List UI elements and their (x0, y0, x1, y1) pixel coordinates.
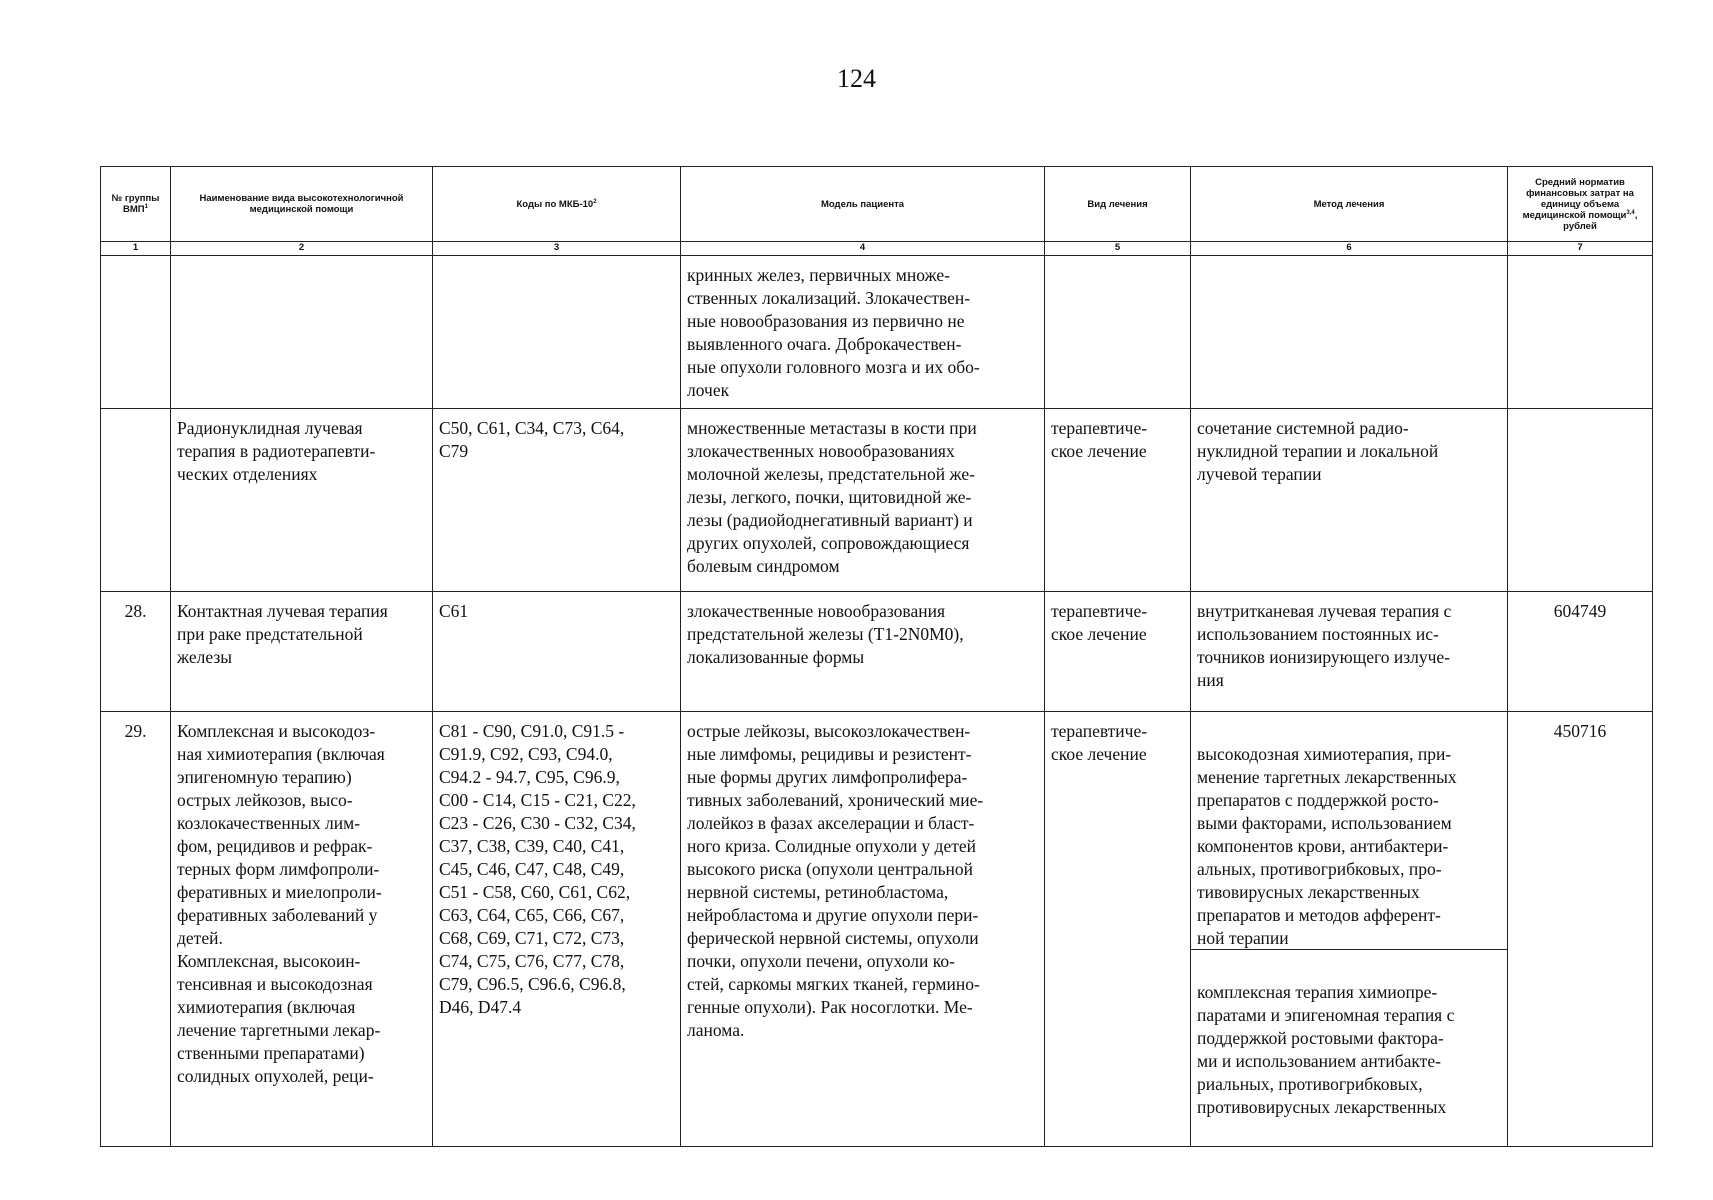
group-number-cell (101, 409, 171, 592)
column-number: 5 (1045, 242, 1191, 256)
treatment-method-cell (1191, 256, 1508, 409)
treatment-type-cell (1045, 256, 1191, 409)
column-number: 2 (171, 242, 433, 256)
icd-codes-cell (433, 256, 681, 409)
column-number-row (101, 242, 1653, 256)
treatment-type-cell: терапевтиче- ское лечение (1045, 592, 1191, 712)
treatment-method-cell (1191, 712, 1508, 1147)
page-number: 124 (837, 64, 876, 93)
column-number: 6 (1191, 242, 1508, 256)
header-patient-model: Модель пациента (681, 167, 1045, 242)
vmp-table (100, 166, 1653, 1147)
treatment-type-cell: терапевтиче- ское лечение (1045, 409, 1191, 592)
header-treatment-method: Метод лечения (1191, 167, 1508, 242)
care-type-cell: Комплексная и высокодоз- ная химиотерапия (включая эпигеномную терапию) острых лейкозов, высо- козлокачественных лим- фом, рецидивов и рефрак- терных форм лимфопроли- феративных и миелопроли- феративных заболеваний у детей. Комплексная, высокоин- тенсивная и высокодозная химиотерапия (включая лечение таргетными лекар- ственными препаратами) солидных опухолей, реци- (171, 712, 433, 1147)
patient-model-cell: острые лейкозы, высокозлокачествен- ные лимфомы, рецидивы и резистент- ные формы других лимфопролифера- тивных заболеваний, хронический мие- лолейкоз в фазах акселерации и бласт- ного криза. Солидные опухоли у детей высокого риска (опухоли центральной нервной системы, ретинобластома, нейробластома и другие опухоли пери- ферической нервной системы, опухоли почки, опухоли печени, опухоли ко- стей, саркомы мягких тканей, гермино- генные опухоли). Рак носоглотки. Ме- ланома. (681, 712, 1045, 1147)
average-cost-cell (1508, 256, 1653, 409)
icd-codes-cell: C81 - C90, C91.0, C91.5 - C91.9, C92, C93, C94.0, C94.2 - 94.7, C95, C96.9, C00 - C14, C15 - C21, C22, C23 - C26, C30 - C32, C34, C37, C38, C39, C40, C41, C45, C46, C47, C48, C49, C51 - C58, C60, C61, C62, C63, C64, C65, C66, C67, C68, C69, C71, C72, C73, C74, C75, C76, C77, C78, C79, C96.5, C96.6, C96.8, D46, D47.4 (433, 712, 681, 1147)
group-number-cell: 29. (101, 712, 171, 1147)
icd-codes-cell: C50, C61, C34, C73, C64, C79 (433, 409, 681, 592)
treatment-method-cell: сочетание системной радио- нуклидной терапии и локальной лучевой терапии (1191, 409, 1508, 592)
table-row (101, 592, 1653, 712)
header-average-cost: Средний норматив финансовых затрат на единицу объема медицинской помощи$^{3,4}$, рублей (1508, 167, 1653, 242)
table-row (101, 256, 1653, 409)
column-number: 4 (681, 242, 1045, 256)
table-row (101, 409, 1653, 592)
care-type-cell: Контактная лучевая терапия при раке предстательной железы (171, 592, 433, 712)
care-type-cell: Радионуклидная лучевая терапия в радиотерапевти- ческих отделениях (171, 409, 433, 592)
column-number: 7 (1508, 242, 1653, 256)
patient-model-cell: злокачественные новообразования предстательной железы (T1-2N0M0), локализованные формы (681, 592, 1045, 712)
header-treatment-type: Вид лечения (1045, 167, 1191, 242)
header-icd-codes: Коды по МКБ-$10^2$ (433, 167, 681, 242)
header-row (101, 167, 1653, 242)
treatment-method-primary: высокодозная химиотерапия, при- менение таргетных лекарственных препаратов с поддержкой росто- выми факторами, использованием компонентов крови, антибактери- альных, противогрибковых, про- тивовирусных лекарственных препаратов и методов афферент- ной терапии (1191, 735, 1507, 950)
treatment-type-cell: терапевтиче- ское лечение (1045, 712, 1191, 1147)
average-cost-cell: 604749 (1508, 592, 1653, 712)
patient-model-cell: множественные метастазы в кости при злокачественных новообразованиях молочной железы, предстательной же- лезы, легкого, почки, щитовидной же- лезы (радиойоднегативный вариант) и других опухолей, сопровождающиеся болевым синдромом (681, 409, 1045, 592)
treatment-method-secondary: комплексная терапия химиопре- паратами и эпигеномная терапия с поддержкой ростовыми фактора- ми и использованием антибакте- риальных, противогрибковых, противовирусных лекарственных (1197, 982, 1455, 1117)
care-type-cell (171, 256, 433, 409)
group-number-cell (101, 256, 171, 409)
column-number: 1 (101, 242, 171, 256)
icd-codes-cell: C61 (433, 592, 681, 712)
group-number-cell: 28. (101, 592, 171, 712)
average-cost-cell: 450716 (1508, 712, 1653, 1147)
header-care-type: Наименование вида высокотехнологичной медицинской помощи (171, 167, 433, 242)
average-cost-cell (1508, 409, 1653, 592)
treatment-method-cell: внутритканевая лучевая терапия с использованием постоянных ис- точников ионизирующего излуче- ния (1191, 592, 1508, 712)
patient-model-cell: кринных желез, первичных множе- ственных локализаций. Злокачествен- ные новообразования из первично не выявленного очага. Доброкачествен- ные опухоли головного мозга и их обо- лочек (681, 256, 1045, 409)
column-number: 3 (433, 242, 681, 256)
table-row (101, 712, 1653, 1147)
header-group-number: № группы ВМП$^1$ (101, 167, 171, 242)
